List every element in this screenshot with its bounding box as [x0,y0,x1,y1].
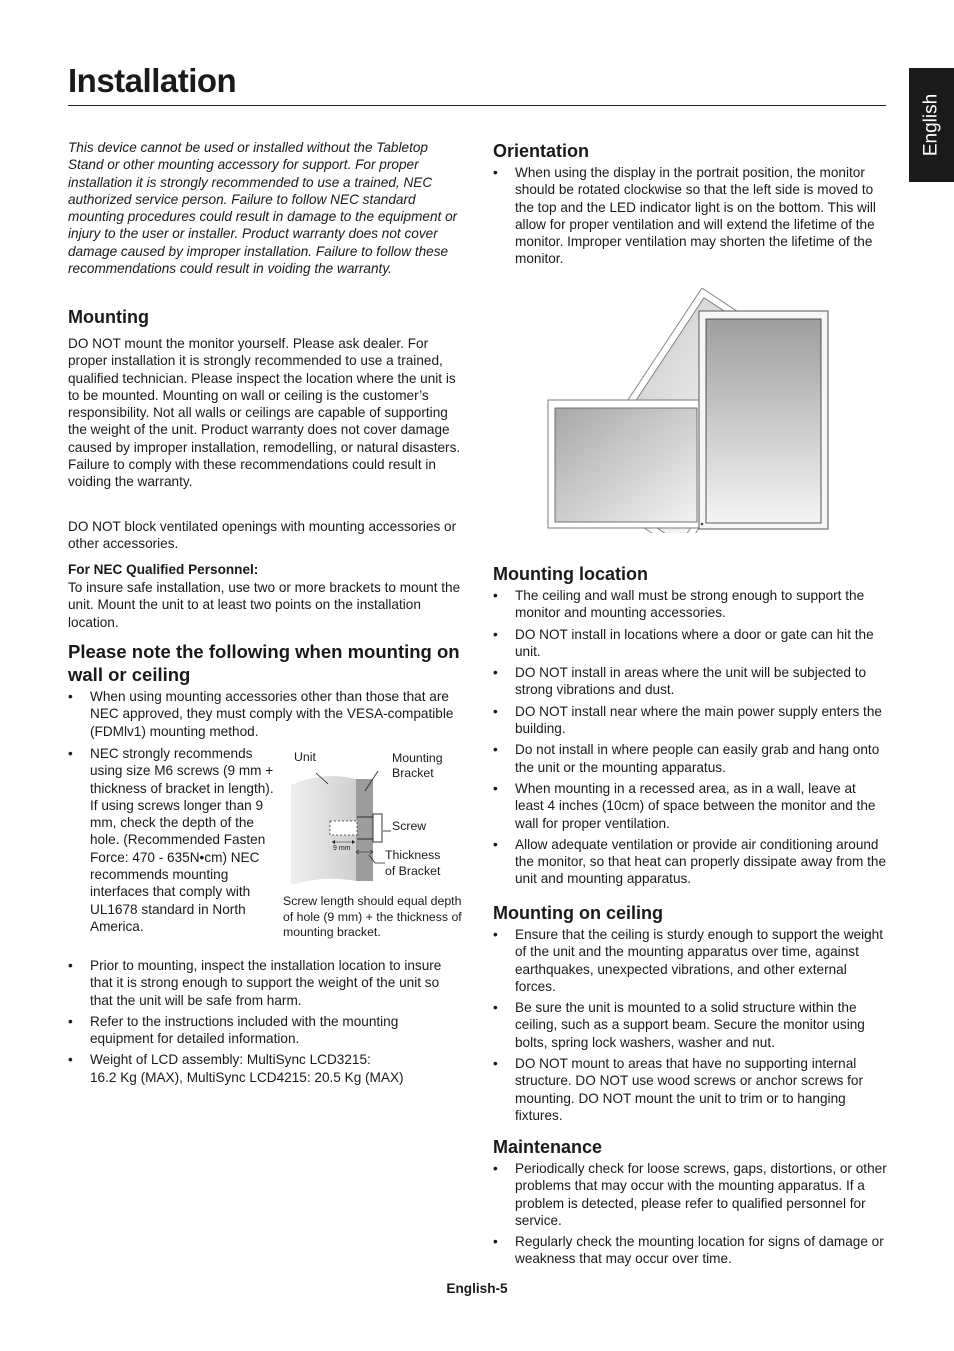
title-divider [68,105,886,106]
qualified-personnel-heading: For NEC Qualified Personnel: [68,562,259,577]
list-item: • When using mounting accessories other than those that are NEC approved, they must comply with the VESA-compatible (FDMlv1) mounting method. [68,688,462,740]
mounting-paragraph-1: DO NOT mount the monitor yourself. Please ask dealer. For proper installation it is strongly recommended to use a trained, qualified technician. Please inspect the location where the unit is to be mounted. Mounting on wall or ceiling is the customer’s responsibility. Not all walls or ceilings are capable of supporting the weight of the unit. Product warranty does not cover damage caused by improper installation, remodelling, or natural disasters. Failure to comply with these recommendations could result in voiding the warranty. [68,336,461,490]
thickness-label-2: of Bracket [385,864,441,878]
unit-label: Unit [294,750,316,764]
portrait-monitor [699,311,828,529]
mounting-location-heading: Mounting location [493,564,648,584]
language-tab-label: English [920,93,942,157]
qualified-personnel-text: To insure safe installation, use two or more brackets to mount the unit. Mount the unit to at least two points on the installation location. [68,580,461,630]
list-item: • When mounting in a recessed area, as in a wall, leave at least 4 inches (10cm) of space between the monitor and the wall for proper ventilation. [493,780,887,832]
weight-line-1: Weight of LCD assembly: MultiSync LCD3215: [90,1052,371,1068]
screw-label: Screw [392,819,427,833]
list-item: • DO NOT install in locations where a door or gate can hit the unit. [493,626,887,661]
bracket-shape [356,779,373,881]
page-title: Installation [68,62,237,99]
depth-label: 9 mm [333,845,351,852]
list-item: • Periodically check for loose screws, gaps, distortions, or other problems that may occur with the mounting apparatus. If a problem is detected, please refer to qualified personnel for service. [493,1160,887,1229]
thickness-label-1: Thickness [385,848,441,862]
mounting-paragraph-2: DO NOT block ventilated openings with mounting accessories or other accessories. [68,519,457,552]
maintenance-list [493,1160,887,1272]
mounting-heading: Mounting [68,307,149,327]
wall-ceiling-heading: Please note the following when mounting on wall or ceiling [68,641,460,685]
weight-line-2: 16.2 Kg (MAX), MultiSync LCD4215: 20.5 Kg (MAX) [90,1069,404,1085]
bracket-label-2: Bracket [392,766,434,780]
list-item: • Regularly check the mounting location for signs of damage or weakness that may occur over time. [493,1233,887,1268]
orientation-list [493,164,887,272]
screw-hole [330,821,357,835]
page-number: English-5 [446,1281,508,1296]
screw-diagram-caption: Screw length should equal depth of hole (9 mm) + the thickness of mounting bracket. [283,894,462,939]
orientation-heading: Orientation [493,141,590,161]
list-item: • NEC strongly recommends using size M6 screws (9 mm + thickness of bracket in length). If using screws longer than 9 mm, check the depth of the hole. (Recommended Fasten Force: 470 - 635N•cm) NEC recommends mounting interfaces that comply with UL1678 standard in North America. [68,745,278,935]
wall-ceiling-list-a [68,688,462,744]
list-item: • Allow adequate ventilation or provide air conditioning around the monitor, so that heat can properly dissipate away from the unit and mounting apparatus. [493,836,887,888]
screw-bullet-block [68,745,462,960]
list-item: • Refer to the instructions included with the mounting equipment for detailed information. [68,1013,462,1048]
bracket-label-1: Mounting [392,751,443,765]
intro-warning: This device cannot be used or installed without the Tabletop Stand or other mounting accessory for support. For proper installation it is strongly recommended to use a trained, NEC authorized service person. Failure to follow NEC standard mounting procedures could result in damage to the equipment or injury to the user or installer. Product warranty does not cover damage caused by improper installation. Failure to follow these recommendations could result in voiding the warranty. [68,140,458,277]
wall-ceiling-list-c [68,957,462,1090]
portrait-rotation-illustration [547,288,832,533]
list-item: • When using the display in the portrait position, the monitor should be rotated clockwise so that the left side is moved to the top and the LED indicator light is on the bottom. This will allow for proper ventilation and will extend the lifetime of the monitor. Improper ventilation may shorten the lifetime of the monitor. [493,164,887,268]
list-item: • Be sure the unit is mounted to a solid structure within the ceiling, such as a support beam. Secure the monitor using bolts, spring lock washers, washer and nut. [493,999,887,1051]
mounting-ceiling-list [493,926,887,1128]
mounting-ceiling-heading: Mounting on ceiling [493,903,663,923]
landscape-monitor [548,400,704,528]
wall-ceiling-list-b [68,745,278,935]
maintenance-heading: Maintenance [493,1137,603,1157]
list-item: • DO NOT mount to areas that have no supporting internal structure. DO NOT use wood screws or anchor screws for mounting. DO NOT mount the unit to trim or to hanging fixtures. [493,1055,887,1124]
list-item: • DO NOT install near where the main power supply enters the building. [493,703,887,738]
mounting-location-list [493,587,887,892]
list-item: • Do not install in where people can easily grab and hang onto the unit or the mounting apparatus. [493,741,887,776]
list-item [68,1051,462,1086]
list-item: • The ceiling and wall must be strong enough to support the monitor and mounting accessories. [493,587,887,622]
list-item: • Prior to mounting, inspect the installation location to insure that it is strong enough to support the weight of the unit so that the unit will be safe from harm. [68,957,462,1009]
screw-head [373,814,382,842]
list-item: • Ensure that the ceiling is sturdy enough to support the weight of the unit and the mounting apparatus over time, against earthquakes, unexpected vibrations, and other external forces. [493,926,887,995]
led-indicator [701,523,703,525]
language-tab [909,68,954,182]
list-item: • DO NOT install in areas where the unit will be subjected to strong vibrations and dust. [493,664,887,699]
